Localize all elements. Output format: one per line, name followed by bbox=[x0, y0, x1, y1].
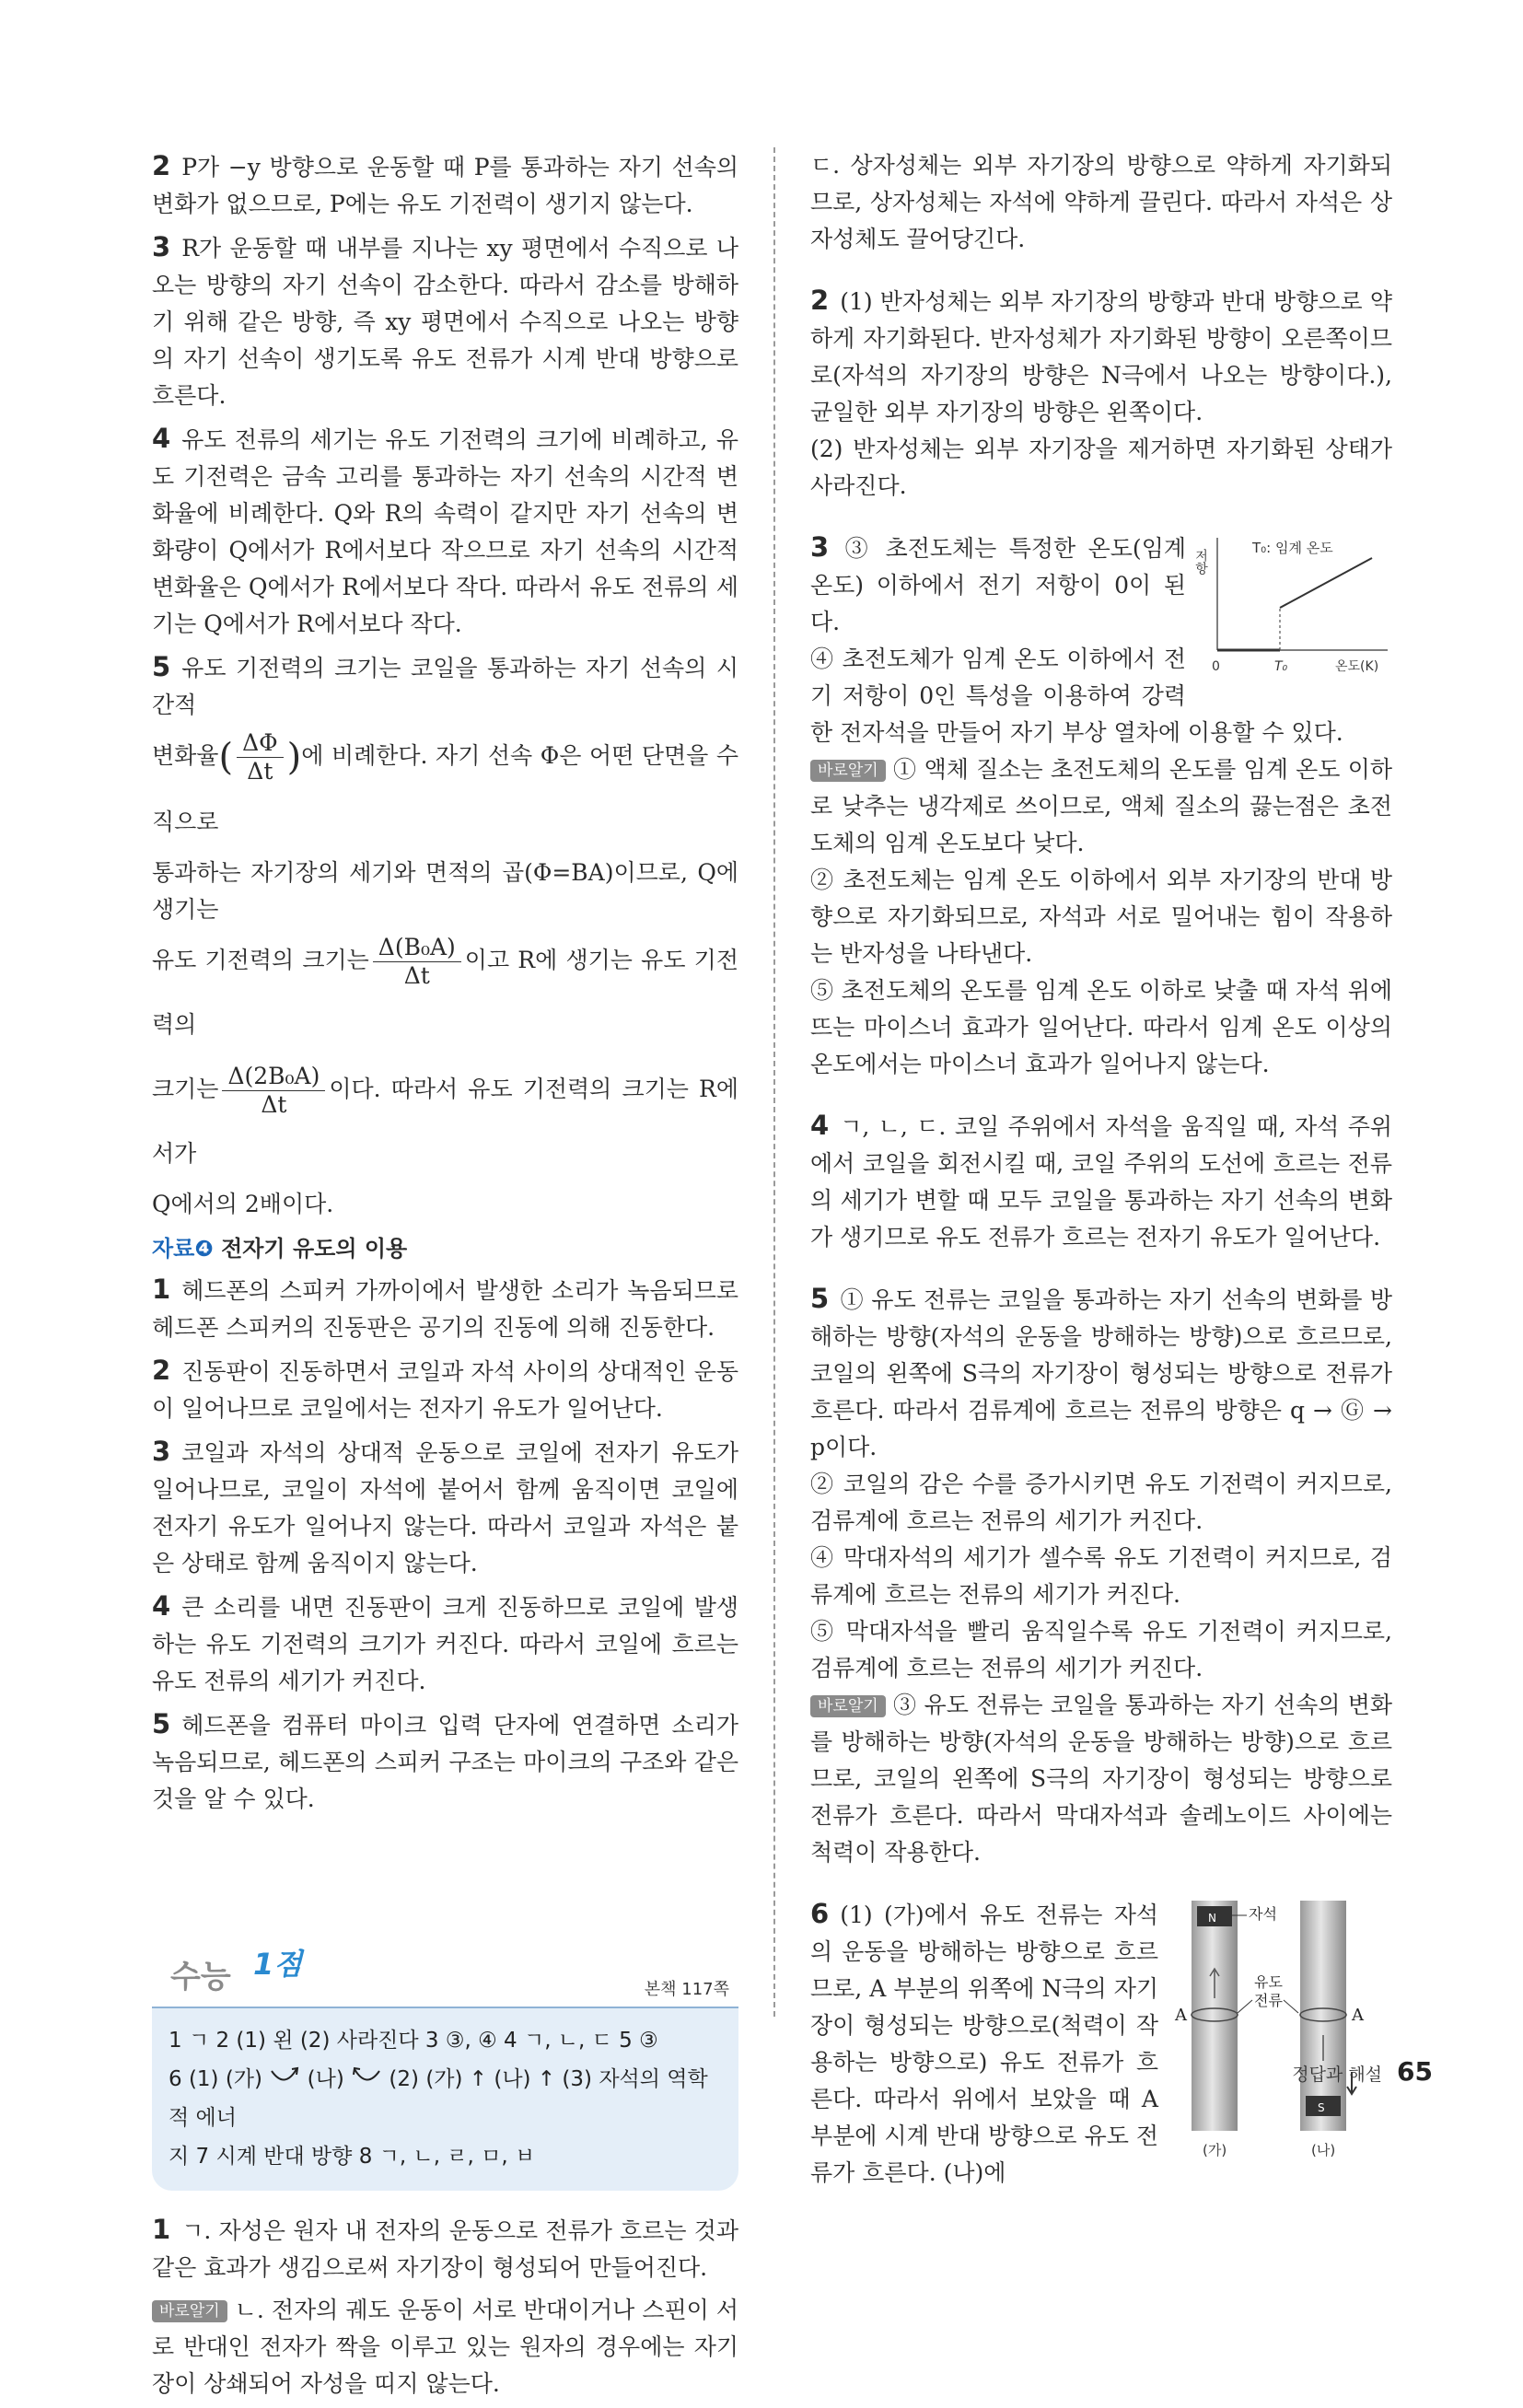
column-divider bbox=[773, 147, 775, 2017]
answer-4-right: 4 ㄱ, ㄴ, ㄷ. 코일 주위에서 자석을 움직일 때, 자석 주위에서 코일을 회전시킬 때, 코일 주위의 도선에 흐르는 전류의 세기가 변할 때 모두 코일을 통과하는 자기 선속의 변화가 생기므로 유도 전류가 흐르는 전자기 유도가 일어난다. bbox=[810, 1110, 1392, 1251]
svg-text:자석: 자석 bbox=[1249, 1905, 1277, 1923]
graph-legend: T₀: 임계 온도 bbox=[1252, 540, 1333, 556]
curved-arrow-icon bbox=[351, 2065, 382, 2086]
svg-text:온도(K): 온도(K) bbox=[1335, 659, 1379, 674]
one-point-logo: 1점 bbox=[253, 1946, 303, 1982]
suneung-logo: 수능 bbox=[170, 1958, 231, 1995]
summary-header bbox=[152, 1946, 738, 2008]
footer-label: 정답과 해설 bbox=[1292, 2065, 1383, 2085]
svg-text:(나): (나) bbox=[1311, 2142, 1336, 2158]
material-2: 2 진동판이 진동하면서 코일과 자석 사이의 상대적인 운동이 일어나므로 코일에서는 전자기 유도가 일어난다. bbox=[152, 1354, 738, 1422]
fraction-emf-q: $\frac{\text{Δ(B₀A)}}{\Delta t}$ bbox=[373, 934, 461, 990]
resistance-temperature-graph bbox=[1186, 529, 1392, 694]
svg-text:A: A bbox=[1352, 2006, 1364, 2025]
svg-text:유도: 유도 bbox=[1254, 1973, 1283, 1991]
correction-badge: 바로알기 bbox=[152, 2300, 227, 2322]
answer-6-right: N S 자석 유도 전류 A A (가) (나) 6 (1) (가)에서 유도 전류는 자석의 운동을 방해하는 방향으로 흐르므로, A 부분의 위쪽에 N극의 자기장이 형성되는 방향으로(척력이 작용하는 방향으로) 유도 전류가 흐른다. 따라서 위에서 보았을 때 A 부분에 시계 반대 방향으로 유도 전류가 흐른다. (나)에 bbox=[810, 1895, 1392, 2192]
material-1: 1 헤드폰의 스피커 가까이에서 발생한 소리가 녹음되므로 헤드폰 스피커의 진동판은 공기의 진동에 의해 진동한다. bbox=[152, 1273, 738, 1341]
svg-text:전류: 전류 bbox=[1254, 1992, 1283, 2009]
page-reference: 본책 117쪽 bbox=[644, 1979, 729, 1999]
fraction-flux-rate: $\frac{\Delta\Phi}{\Delta t}$ bbox=[237, 729, 284, 785]
summary-body: 1 ㄱ 2 (1) 왼 (2) 사라진다 3 ③, ④ 4 ㄱ, ㄴ, ㄷ 5 ③ 6 (1) (가) (나) (2) (가) ↑ (나) ↑ (3) 자석의 역학적 에너 지 7 시계 반대 방향 8 ㄱ, ㄴ, ㄹ, ㅁ, ㅂ bbox=[152, 2008, 738, 2191]
answer-4: 4 유도 전류의 세기는 유도 기전력의 크기에 비례하고, 유도 기전력은 금속 고리를 통과하는 자기 선속의 시간적 변화율에 비례한다. Q와 R의 속력이 같지만 자기 선속의 변화량이 Q에서가 R에서보다 작으므로 자기 선속의 시간적 변화율은 Q에서가 R에서보다 작다. 따라서 유도 전류의 세기는 Q에서가 R에서보다 작다. bbox=[152, 423, 738, 637]
material-5: 5 헤드폰을 컴퓨터 마이크 입력 단자에 연결하면 소리가 녹음되므로, 헤드폰의 스피커 구조는 마이크의 구조와 같은 것을 알 수 있다. bbox=[152, 1707, 738, 1812]
material-3: 3 코일과 자석의 상대적 운동으로 코일에 전자기 유도가 일어나므로, 코일이 자석에 붙어서 함께 움직이면 코일에 전자기 유도가 일어나지 않는다. 따라서 코일과 자석은 붙은 상태로 함께 움직이지 않는다. bbox=[152, 1435, 738, 1576]
left-column bbox=[152, 147, 738, 2408]
section-heading: 자료❹ 전자기 유도의 이용 bbox=[152, 1235, 408, 1262]
curved-arrow-icon bbox=[269, 2065, 300, 2086]
answer-2: 2 P가 −y 방향으로 운동할 때 P를 통과하는 자기 선속의 변화가 없으므로, P에는 유도 기전력이 생기지 않는다. bbox=[152, 150, 738, 217]
answer-5: 5 유도 기전력의 크기는 코일을 통과하는 자기 선속의 시간적 변화율( $\frac{\Delta\Phi}{\Delta t}$ )에 비례한다. 자기 선속 Φ은 어떤 단면을 수직으로 통과하는 자기장의 세기와 면적의 곱(Φ=BA)이므로, Q에 생기는 유도 기전력의 크기는 $\frac{\text{Δ(B₀A)}}{\Delta t}$ 이고 R에 생기는 유도 기전력의 크기는 $\frac{\text{Δ(2B₀A)}}{\Delta t}$ 이다. 따라서 유도 기전력의 크기는 R에서가 Q에서의 2배이다. bbox=[152, 651, 738, 1217]
svg-text:0: 0 bbox=[1212, 659, 1220, 674]
page-footer bbox=[1292, 2056, 1433, 2087]
svg-text:(가): (가) bbox=[1203, 2142, 1227, 2158]
summary-answer-1: 1 ㄱ. 자성은 원자 내 전자의 운동으로 전류가 흐르는 것과 같은 효과가 생김으로써 자기장이 형성되어 만들어진다. bbox=[152, 2213, 738, 2281]
summary-answer-1-correction: 바로알기 ㄴ. 전자의 궤도 운동이 서로 반대이거나 스핀이 서로 반대인 전자가 짝을 이루고 있는 원자의 경우에는 자기장이 상쇄되어 자성을 띠지 않는다. bbox=[152, 2296, 738, 2397]
right-column bbox=[810, 147, 1392, 2197]
answer-3: 3 R가 운동할 때 내부를 지나는 xy 평면에서 수직으로 나오는 방향의 자기 선속이 감소한다. 따라서 감소를 방해하기 위해 같은 방향, 즉 xy 평면에서 수직으로 나오는 방향의 자기 선속이 생기도록 유도 전류가 시계 반대 방향으로 흐른다. bbox=[152, 231, 738, 409]
fraction-emf-r: $\frac{\text{Δ(2B₀A)}}{\Delta t}$ bbox=[222, 1063, 325, 1119]
svg-text:N: N bbox=[1208, 1912, 1216, 1925]
svg-text:A: A bbox=[1175, 2006, 1187, 2025]
svg-text:T₀: T₀ bbox=[1274, 659, 1288, 674]
answer-summary-box bbox=[152, 1946, 738, 2191]
material-4: 4 큰 소리를 내면 진동판이 크게 진동하므로 코일에 발생하는 유도 기전력의 크기가 커진다. 따라서 코일에 흐르는 유도 전류의 세기가 커진다. bbox=[152, 1589, 738, 1694]
tube-ga bbox=[1192, 1901, 1238, 2131]
graph-ylabel: 저항 bbox=[1193, 549, 1208, 575]
answer-3-right: 저항 T₀: 임계 온도 0 T₀ 온도(K) 3 ③ 초전도체는 특정한 온도(임계 온도) 이하에서 전기 저항이 0이 된다. ④ 초전도체가 임계 온도 이하에서 전기 저항이 0인 특성을 이용하여 강력한 전자석을 만들어 자기 부상 열차에 이용할 수 있다. 바로알기 ① 액체 질소는 초전도체의 온도를 임계 온도 이하로 낮추는 냉각제로 쓰이므로, 액체 질소의 끓는점은 초전도체의 임계 온도보다 낮다. ② 초전도체는 임계 온도 이하에서 외부 자기장의 반대 방향으로 자기화되므로, 자석과 서로 밀어내는 힘이 작용하는 반자성을 나타낸다. ⑤ 초전도체의 온도를 임계 온도 이하로 낮출 때 자석 위에 뜨는 마이스너 효과가 일어난다. 따라서 임계 온도 이상의 온도에서는 마이스너 효과가 일어나지 않는다. bbox=[810, 529, 1392, 1083]
answer-2-right: 2 (1) 반자성체는 외부 자기장의 방향과 반대 방향으로 약하게 자기화된다. 반자성체가 자기화된 방향이 오른쪽이므로(자석의 자기장의 방향은 N극에서 나오는 방향이다.), 균일한 외부 자기장의 방향은 왼쪽이다. (2) 반자성체는 외부 자기장을 제거하면 자기화된 상태가 사라진다. bbox=[810, 285, 1392, 499]
falling-magnet-tubes-figure bbox=[1158, 1895, 1392, 2175]
correction-badge: 바로알기 bbox=[810, 760, 886, 782]
correction-badge: 바로알기 bbox=[810, 1695, 886, 1717]
svg-text:S: S bbox=[1318, 2101, 1325, 2114]
page-number: 65 bbox=[1397, 2056, 1433, 2087]
answer-1-continued: ㄷ. 상자성체는 외부 자기장의 방향으로 약하게 자기화되므로, 상자성체는 자석에 약하게 끌린다. 따라서 자석은 상자성체도 끌어당긴다. bbox=[810, 152, 1392, 252]
answer-5-right: 5 ① 유도 전류는 코일을 통과하는 자기 선속의 변화를 방해하는 방향(자석의 운동을 방해하는 방향)으로 흐르므로, 코일의 왼쪽에 S극의 자기장이 형성되는 방향으로 전류가 흐른다. 따라서 검류계에 흐르는 전류의 방향은 q → Ⓖ → p이다. ② 코일의 감은 수를 증가시키면 유도 기전력이 커지므로, 검류계에 흐르는 전류의 세기가 커진다. ④ 막대자석의 세기가 셀수록 유도 기전력이 커지므로, 검류계에 흐르는 전류의 세기가 커진다. ⑤ 막대자석을 빨리 움직일수록 유도 기전력이 커지므로, 검류계에 흐르는 전류의 세기가 커진다. 바로알기 ③ 유도 전류는 코일을 통과하는 자기 선속의 변화를 방해하는 방향(자석의 운동을 방해하는 방향)으로 흐르므로, 코일의 왼쪽에 S극의 자기장이 형성되는 방향으로 전류가 흐른다. 따라서 막대자석과 솔레노이드 사이에는 척력이 작용한다. bbox=[810, 1283, 1392, 1866]
graph-rising-line bbox=[1280, 558, 1372, 608]
